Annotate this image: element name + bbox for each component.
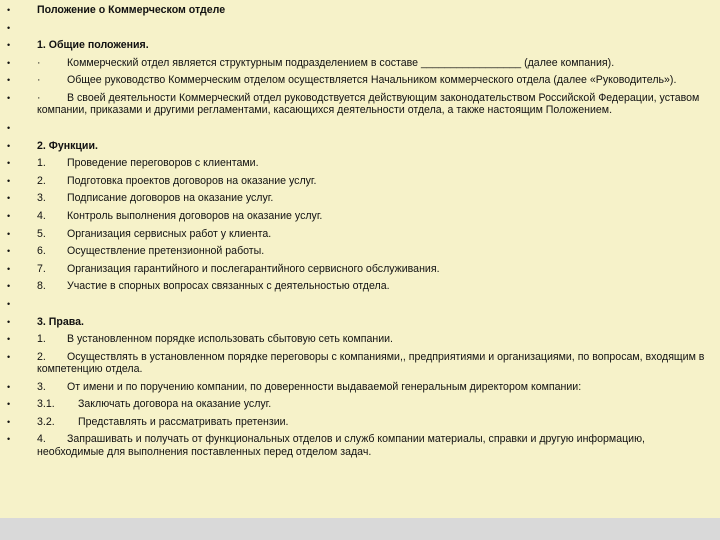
list-item: [5, 57, 708, 69]
bullet: •: [7, 40, 11, 51]
item-text: Организация гарантийного и послегарантийного сервисного обслуживания.: [67, 262, 440, 275]
item-marker: 4.: [37, 209, 46, 222]
section-2-heading: 2. Функции.: [37, 139, 98, 152]
item-marker: 3.1.: [37, 398, 55, 411]
list-item: [5, 280, 708, 292]
item-text: Осуществлять в установленном порядке переговоры с компаниями,, предприятиями и организациями, по вопросам, входящим в компетенцию отдела.: [37, 350, 705, 376]
item-marker: 3.2.: [37, 415, 55, 428]
list-item: [5, 381, 708, 393]
bullet: •: [7, 5, 11, 15]
document-title: Положение о Коммерческом отделе: [37, 4, 226, 16]
item-text: Подписание договоров на оказание услуг.: [67, 192, 274, 205]
bottom-band: [0, 518, 720, 540]
item-marker: 6.: [37, 245, 46, 258]
bullet: •: [7, 158, 11, 169]
bullet: •: [7, 263, 11, 274]
item-marker: 8.: [37, 280, 46, 293]
item-marker: 1.: [37, 157, 46, 170]
bullet: •: [7, 334, 11, 345]
item-text: Контроль выполнения договоров на оказание услуг.: [67, 209, 323, 222]
empty-row: [5, 122, 708, 134]
section-3-heading: 3. Права.: [37, 315, 84, 328]
list-item: [5, 228, 708, 240]
list-item: [5, 157, 708, 169]
list-item: [5, 263, 708, 275]
bullet: •: [7, 210, 11, 221]
item-marker: 2.: [37, 350, 46, 363]
item-text: Общее руководство Коммерческим отделом осуществляется Начальником коммерческого отдела (далее «Руководитель»).: [67, 74, 677, 87]
bullet: •: [7, 316, 11, 327]
list-item: [5, 398, 708, 410]
list-item: [5, 333, 708, 345]
item-text: Заключать договора на оказание услуг.: [78, 398, 272, 411]
bullet: •: [7, 416, 11, 427]
item-text: Участие в спорных вопросах связанных с деятельностью отдела.: [67, 280, 390, 293]
item-text: Запрашивать и получать от функциональных отделов и служб компании материалы, справки и другую информацию, необходимые для выполнения поставленных перед отделом задач.: [37, 433, 645, 458]
bullet: •: [7, 246, 11, 257]
list-item: [5, 245, 708, 257]
list-item: [5, 210, 708, 222]
item-marker: ·: [37, 91, 41, 104]
bullet: •: [7, 140, 11, 151]
item-text: Коммерческий отдел является структурным подразделением в составе _________________ (далее компания).: [67, 56, 615, 69]
bullet: •: [7, 434, 11, 445]
bullet: •: [7, 122, 11, 133]
bullet: •: [7, 193, 11, 204]
section-heading-row: [5, 39, 708, 51]
item-marker: 2.: [37, 174, 46, 187]
list-item: [5, 433, 708, 458]
item-marker: 4.: [37, 433, 46, 446]
list-item: [5, 351, 708, 376]
item-marker: ·: [37, 56, 41, 69]
item-text: В установленном порядке использовать сбытовую сеть компании.: [67, 333, 393, 346]
item-marker: 1.: [37, 333, 46, 346]
empty-row: [5, 298, 708, 310]
bullet: •: [7, 75, 11, 86]
item-text: Проведение переговоров с клиентами.: [67, 157, 259, 170]
bullet: •: [7, 399, 11, 410]
bullet: •: [7, 22, 11, 33]
bullet: •: [7, 351, 11, 362]
item-text: Представлять и рассматривать претензии.: [78, 415, 289, 428]
bullet: •: [7, 228, 11, 239]
empty-row: [5, 22, 708, 34]
item-marker: 5.: [37, 227, 46, 240]
section-heading-row: [5, 316, 708, 328]
bullet: •: [7, 298, 11, 309]
item-marker: 3.: [37, 380, 46, 393]
item-marker: 3.: [37, 192, 46, 205]
section-1-heading: 1. Общие положения.: [37, 39, 149, 52]
list-item: [5, 416, 708, 428]
title-row: [5, 4, 708, 16]
bullet: •: [7, 281, 11, 292]
item-marker: 7.: [37, 262, 46, 275]
item-text: В своей деятельности Коммерческий отдел руководствуется действующим законодательством Российской Федерации, уставом компании, приказами и другими регламентами, касающихся деятельности отдела, а также настоящим Положением.: [37, 91, 700, 117]
bullet: •: [7, 381, 11, 392]
list-item: [5, 74, 708, 86]
bullet: •: [7, 57, 11, 68]
bullet: •: [7, 92, 11, 103]
section-heading-row: [5, 140, 708, 152]
bullet: •: [7, 175, 11, 186]
list-item: [5, 175, 708, 187]
item-text: Организация сервисных работ у клиента.: [67, 227, 272, 240]
item-text: Подготовка проектов договоров на оказание услуг.: [67, 174, 317, 187]
item-text: От имени и по поручению компании, по доверенности выдаваемой генеральным директором компании:: [67, 380, 582, 393]
item-marker: ·: [37, 74, 41, 87]
item-text: Осуществление претензионной работы.: [67, 245, 265, 258]
list-item: [5, 192, 708, 204]
list-item: [5, 92, 708, 117]
